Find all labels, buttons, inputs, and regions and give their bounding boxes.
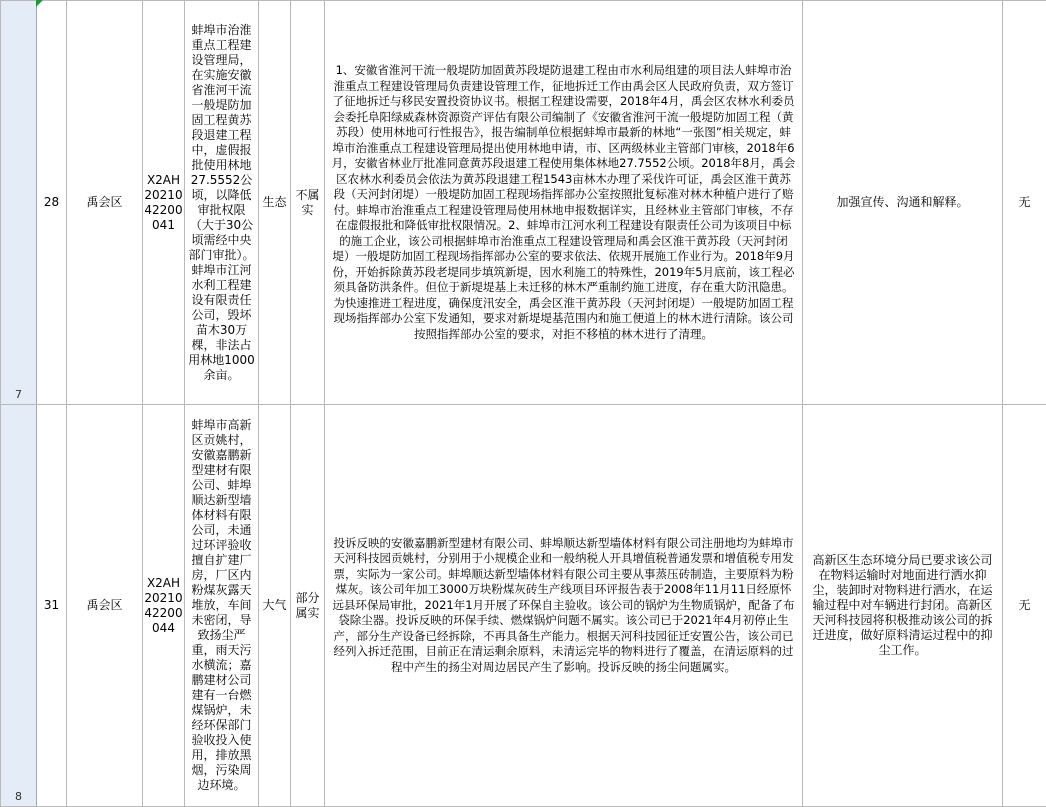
- measures-cell[interactable]: 加强宣传、沟通和解释。: [803, 1, 1003, 405]
- report-content-cell[interactable]: 蚌埠市高新区贡姚村，安徽嘉鹏新型建材有限公司、蚌埠顺达新型墙体材料有限公司，未通过环评验收擅自扩建厂房，厂区内粉煤灰露天堆放，车间未密闭，导致扬尘严重，雨天污水横流；嘉鹏建材公司建有一台燃煤锅炉，未经环保部门验收投入使用，排放黑烟，污染周边环境。: [185, 405, 259, 807]
- category-cell[interactable]: 大气: [259, 405, 291, 807]
- accountability-cell[interactable]: 无: [1003, 1, 1046, 405]
- finding-cell[interactable]: 部分属实: [291, 405, 325, 807]
- seq-cell[interactable]: 31: [37, 405, 67, 807]
- case-code-cell[interactable]: X2AH2021042200041: [143, 1, 185, 405]
- investigation-detail-cell[interactable]: 1、安徽省淮河干流一般堤防加固黄苏段堤防退建工程由市水利局组建的项目法人蚌埠市治淮重点工程建设管理局负责建设管理工作，征地拆迁工作由禹会区人民政府负责，双方签订了征地拆迁与移民安置投资协议书。根据工程建设需要，2018年4月，禹会区农林水利委员会委托阜阳绿威森林资源资产评估有限公司编制了《安徽省淮河干流一般堤防加固工程（黄苏段）使用林地可行性报告》，报告编制单位根据蚌埠市最新的林地“一张图”相关规定，蚌埠市治淮重点工程建设管理局提出使用林地申请，市、区两级林业主管部门审核，2018年6月，安徽省林业厅批准同意黄苏段退建工程使用集体林地27.7552公顷。2018年8月，禹会区农林水利委员会依法为黄苏段退建工程1543亩林木办理了采伐许可证，禹会区淮干黄苏段（天河封闭堤）一般堤防加固工程现场指挥部办公室按照批复标准对林木种植户进行了赔付。蚌埠市治淮重点工程建设管理局使用林地申报数据详实，且经林业主管部门审核，不存在虚假报批和降低审批权限情况。2、蚌埠市江河水利工程建设有限责任公司为该项目中标的施工企业，该公司根据蚌埠市治淮重点工程建设管理局和禹会区淮干黄苏段（天河封闭堤）一般堤防加固工程现场指挥部办公室的要求依法、依规开展施工作业行为。2018年9月份，开始拆除黄苏段老堤同步填筑新堤，因水利施工的特殊性，2019年5月底前，该工程必须具备防洪条件。但位于新堤堤基上未迁移的林木严重制约施工进度，存在重大防汛隐患。为快速推进工程进度，确保度汛安全，禹会区淮干黄苏段（天河封闭堤）一般堤防加固工程现场指挥部办公室下发通知，要求对新堤堤基范围内和施工便道上的林木进行清除。该公司按照指挥部办公室的要求，对拒不移植的林木进行了清理。: [325, 1, 803, 405]
- finding-cell[interactable]: 不属实: [291, 1, 325, 405]
- table-row: [1, 405, 1046, 807]
- row-header[interactable]: 7: [1, 1, 37, 405]
- comment-marker-icon: [36, 0, 43, 7]
- measures-cell[interactable]: 高新区生态环境分局已要求该公司在物料运输时对地面进行洒水抑尘，装卸时对物料进行洒水，在运输过程中对车辆进行封闭。高新区天河科技园将积极推动该公司的拆迁进度，做好原料清运过程中的抑尘工作。: [803, 405, 1003, 807]
- case-code-cell[interactable]: X2AH2021042200044: [143, 405, 185, 807]
- accountability-cell[interactable]: 无: [1003, 405, 1046, 807]
- district-cell[interactable]: 禹会区: [67, 405, 143, 807]
- row-header[interactable]: 8: [1, 405, 37, 807]
- table-row: [1, 1, 1046, 405]
- seq-cell[interactable]: 28: [37, 1, 67, 405]
- report-content-cell[interactable]: 蚌埠市治淮重点工程建设管理局，在实施安徽省淮河干流一般堤防加固工程黄苏段退建工程中，虚假报批使用林地27.5552公顷，以降低审批权限（大于30公顷需经中央部门审批）。蚌埠市江河水利工程建设有限责任公司，毁坏苗木30万棵，非法占用林地1000余亩。: [185, 1, 259, 405]
- district-cell[interactable]: 禹会区: [67, 1, 143, 405]
- category-cell[interactable]: 生态: [259, 1, 291, 405]
- investigation-detail-cell[interactable]: 投诉反映的安徽嘉鹏新型建材有限公司、蚌埠顺达新型墙体材料有限公司注册地均为蚌埠市天河科技园贡姚村，分别用于小规模企业和一般纳税人开具增值税普通发票和增值税专用发票，实际为一家公司。蚌埠顺达新型墙体材料有限公司主要从事蒸压砖制造，主要原料为粉煤灰。该公司年加工3000万块粉煤灰砖生产线项目环评报告表于2008年11月11日经原怀远县环保局审批，2021年1月开展了环保自主验收。该公司的锅炉为生物质锅炉，配备了布袋除尘器。投诉反映的环保手续、燃煤锅炉问题不属实。该公司已于2021年4月初停止生产，部分生产设备已经拆除，不再具备生产能力。根据天河科技园征迁安置公告，该公司已经列入拆迁范围，目前正在清运剩余原料，未清运完毕的物料进行了覆盖，在清运原料的过程中产生的扬尘对周边居民产生了影响。投诉反映的扬尘问题属实。: [325, 405, 803, 807]
